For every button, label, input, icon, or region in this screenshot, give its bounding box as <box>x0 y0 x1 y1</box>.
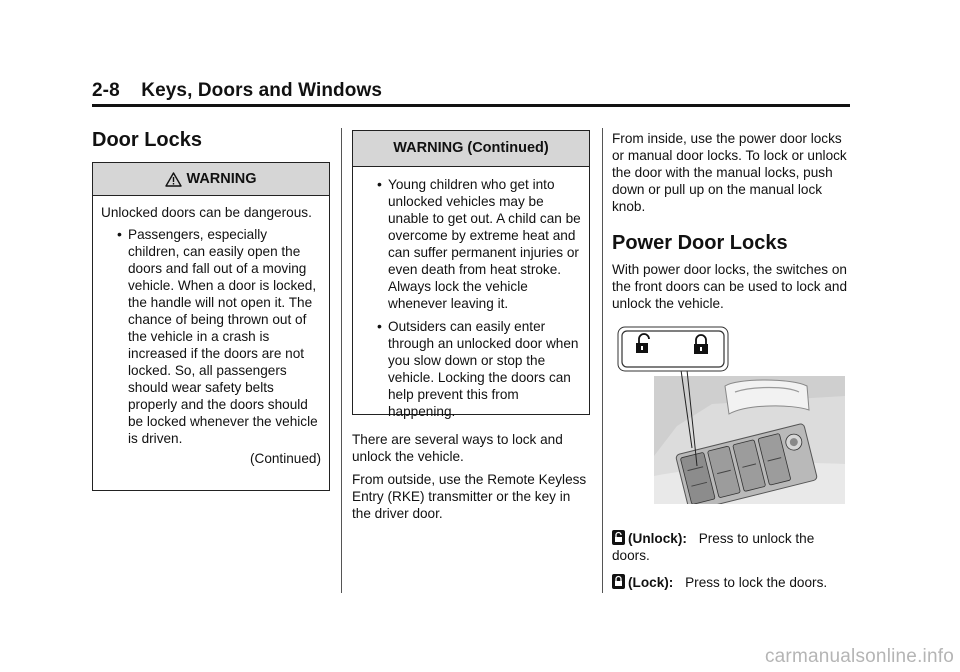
warning-triangle-icon <box>165 172 182 187</box>
warning-continued-body <box>353 167 589 426</box>
continued-label: (Continued) <box>249 451 321 466</box>
paragraph: There are several ways to lock and unlock the vehicle. <box>352 432 563 464</box>
door-locks-title: Door Locks <box>92 129 203 151</box>
lock-legend <box>612 530 848 591</box>
column-divider-1 <box>341 128 342 593</box>
door-switch-figure <box>617 326 845 504</box>
header-title <box>92 80 850 102</box>
warning-body <box>93 196 329 473</box>
warning-bullet: • Young children who get into unlocked vehicles may be unable to get out. A child can be overcome by extreme heat and can suffer permanent injuries or even death from heat stroke. Always lock the vehicle whenever leaving it. <box>361 176 581 312</box>
warning-intro: Unlocked doors can be dangerous. <box>101 205 312 220</box>
warning-heading <box>93 163 329 196</box>
left-column <box>92 128 330 491</box>
lock-label: (Lock): <box>628 575 674 590</box>
paragraph: From outside, use the Remote Keyless Entry (RKE) transmitter or the key in the driver door. <box>352 472 587 521</box>
lock-text: Press to lock the doors. <box>685 575 828 590</box>
header-rule <box>92 104 850 107</box>
unlock-icon <box>612 530 625 545</box>
unlock-label: (Unlock): <box>628 531 687 546</box>
section-name: Keys, Doors and Windows <box>141 80 382 101</box>
unlock-text: Press to unlock the doors. <box>612 531 815 563</box>
inside-locks-paragraph: From inside, use the power door locks or manual door locks. To lock or unlock the door with the manual locks, push down or pull up on the manual lock knob. <box>612 131 847 214</box>
middle-column <box>352 130 590 528</box>
unlock-item <box>612 530 848 564</box>
door-panel-illustration <box>617 326 845 504</box>
warning-bullet: • Passengers, especially children, can easily open the doors and fall out of a moving vehicle. When a door is locked, the handle will not open it. The chance of being thrown out of the vehicle in a crash is increased if the doors are not locked. So, all passengers should wear safety belts properly and the doors should be locked whenever the vehicle is driven. <box>101 226 321 447</box>
warning-bullet: • Outsiders can easily enter through an unlocked door when you slow down or stop the vehicle. Locking the doors can help prevent this from happening. <box>361 318 581 420</box>
lock-icon <box>612 574 625 589</box>
warning-bullet-list <box>101 226 321 447</box>
column-divider-2 <box>602 128 603 593</box>
warning-box <box>92 162 330 491</box>
warning-continued-box <box>352 130 590 419</box>
lock-item <box>612 574 848 591</box>
middle-paragraphs <box>352 431 590 522</box>
page-number: 2-8 <box>92 80 120 101</box>
right-column <box>612 130 848 312</box>
warning-heading-text: WARNING <box>186 170 257 187</box>
warning-continued-heading: WARNING (Continued) <box>353 131 589 167</box>
footer-watermark-url: carmanualsonline.info <box>764 646 954 667</box>
power-door-locks-title: Power Door Locks <box>612 232 788 254</box>
warning-continued-bullets <box>361 176 581 420</box>
power-locks-description: With power door locks, the switches on the front doors can be used to lock and unlock the vehicle. <box>612 262 848 311</box>
page-header <box>92 80 850 102</box>
